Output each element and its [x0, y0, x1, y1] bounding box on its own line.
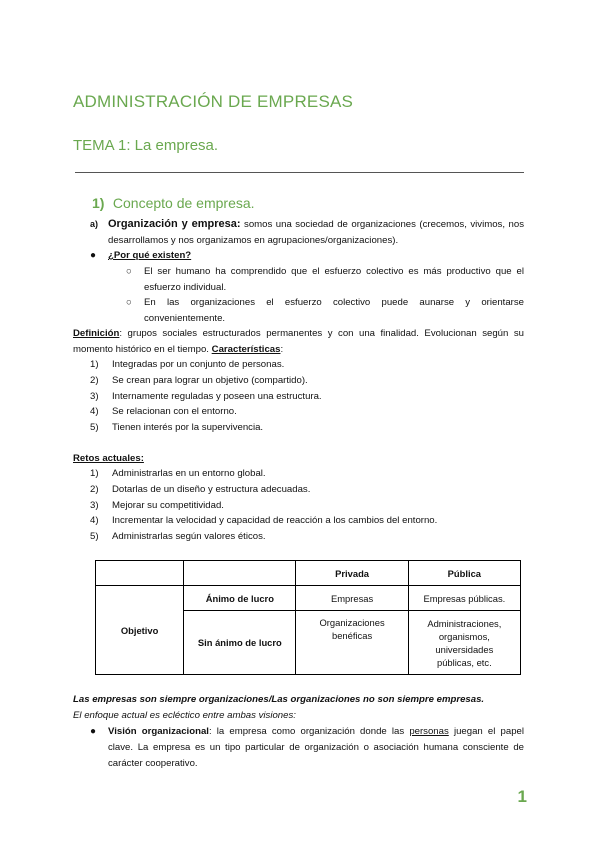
retos-list — [90, 466, 524, 545]
divider — [75, 172, 524, 173]
table-cell: Empresas públicas. — [408, 586, 520, 611]
closing-line-2: El enfoque actual es ecléctico entre ambas visiones: — [73, 710, 296, 721]
characteristics-label: Características — [211, 343, 281, 355]
table-cell: Empresas — [296, 586, 408, 611]
list-text: Tienen interés por la supervivencia. — [112, 422, 264, 434]
list-text: Se relacionan con el entorno. — [112, 406, 237, 418]
bullet-icon: ● — [90, 250, 97, 261]
list-item — [90, 482, 524, 498]
definition-paragraph — [73, 326, 524, 358]
vision-label: Visión organizacional — [108, 726, 209, 737]
porque-sub-2 — [126, 295, 524, 327]
row-label-animo-lucro: Ánimo de lucro — [205, 592, 274, 604]
list-item — [90, 513, 524, 529]
list-number: 4) — [90, 515, 99, 527]
topic-title: TEMA 1: La empresa. — [73, 137, 219, 154]
characteristics-list — [90, 357, 524, 436]
list-text: Dotarlas de un diseño y estructura adecuadas. — [112, 483, 311, 495]
list-number: 1) — [90, 359, 99, 370]
porque-label: ¿Por qué existen? — [108, 250, 192, 261]
col-header-publica: Pública — [447, 567, 482, 579]
circle-bullet-icon: ○ — [126, 266, 132, 277]
list-item — [90, 404, 524, 420]
table-empty-cell — [96, 561, 184, 586]
list-number: 4) — [90, 406, 99, 418]
vision-personas: personas — [409, 726, 449, 737]
list-text: Mejorar su competitividad. — [112, 499, 224, 511]
vision-text-1: : la empresa como organización donde las — [208, 726, 410, 737]
definition-label: Definición — [73, 328, 120, 339]
item-a-text: somos una sociedad de organizaciones (crecemos, vivimos, nos desarrollamos y nos organizamos en agrupaciones/organizaciones). — [108, 219, 524, 246]
vision-text-2: juegan el papel clave. La empresa es un tipo particular de organización o asociación humana consciente de carácter cooperativo. — [108, 726, 525, 769]
table-cell: Organizaciones benéficas — [296, 611, 408, 675]
list-item — [90, 529, 524, 545]
item-a-bold: Organización y empresa: — [108, 218, 241, 230]
row-label-sin-animo-lucro: Sin ánimo de lucro — [197, 637, 282, 648]
list-number: 2) — [90, 483, 99, 495]
section-heading — [92, 195, 255, 211]
list-number: 3) — [90, 390, 99, 402]
table-empty-cell — [184, 561, 296, 586]
list-number: 5) — [90, 531, 99, 543]
table-cell: Administraciones, organismos, universidades públicas, etc. — [408, 611, 520, 675]
porque-sub-1 — [126, 264, 524, 296]
document-title: ADMINISTRACIÓN DE EMPRESAS — [73, 92, 354, 111]
list-text: Integradas por un conjunto de personas. — [112, 359, 285, 370]
col-header-privada: Privada — [335, 567, 370, 579]
list-item — [90, 373, 524, 389]
circle-bullet-icon: ○ — [126, 297, 132, 308]
page-number: 1 — [517, 787, 527, 806]
characteristics-colon: : — [280, 343, 284, 355]
list-item — [90, 466, 524, 482]
section-title: Concepto de empresa. — [112, 195, 255, 211]
list-text: Administrarlas en un entorno global. — [112, 468, 266, 479]
list-item — [90, 498, 524, 514]
organization-table — [95, 560, 521, 675]
closing-line-1 — [73, 692, 524, 708]
vision-bullet — [90, 724, 524, 771]
bullet-icon: ● — [90, 726, 97, 737]
list-number: 3) — [90, 499, 99, 511]
porque-bullet — [90, 248, 524, 264]
list-text: Incrementar la velocidad y capacidad de reacción a los cambios del entorno. — [112, 515, 438, 527]
retos-label: Retos actuales: — [73, 453, 144, 464]
retos-heading — [73, 451, 144, 467]
definition-text: : grupos sociales estructurados permanentes y con una finalidad. Evolucionan según su momento histórico en el tiempo. — [73, 328, 524, 355]
porque-sub-1-text: El ser humano ha comprendido que el esfuerzo colectivo es más productivo que el esfuerzo individual. — [144, 266, 524, 293]
item-a-marker: a) — [90, 219, 99, 229]
list-number: 2) — [90, 374, 99, 386]
list-item — [90, 389, 524, 405]
porque-sub-2-text: En las organizaciones el esfuerzo colectivo puede aunarse y orientarse convenientemente. — [144, 297, 524, 324]
list-text: Administrarlas según valores éticos. — [112, 531, 266, 543]
list-item — [90, 420, 524, 436]
list-text: Se crean para lograr un objetivo (compartido). — [112, 374, 308, 386]
closing-statement: Las empresas son siempre organizaciones/Las organizaciones no son siempre empresas. — [73, 694, 485, 705]
list-item — [90, 357, 524, 373]
section-number: 1) — [92, 195, 105, 211]
row-header-objetivo: Objetivo — [120, 624, 159, 636]
list-text: Internamente reguladas y poseen una estructura. — [112, 390, 322, 402]
list-number: 1) — [90, 468, 99, 479]
list-number: 5) — [90, 422, 99, 434]
item-a — [90, 217, 524, 249]
